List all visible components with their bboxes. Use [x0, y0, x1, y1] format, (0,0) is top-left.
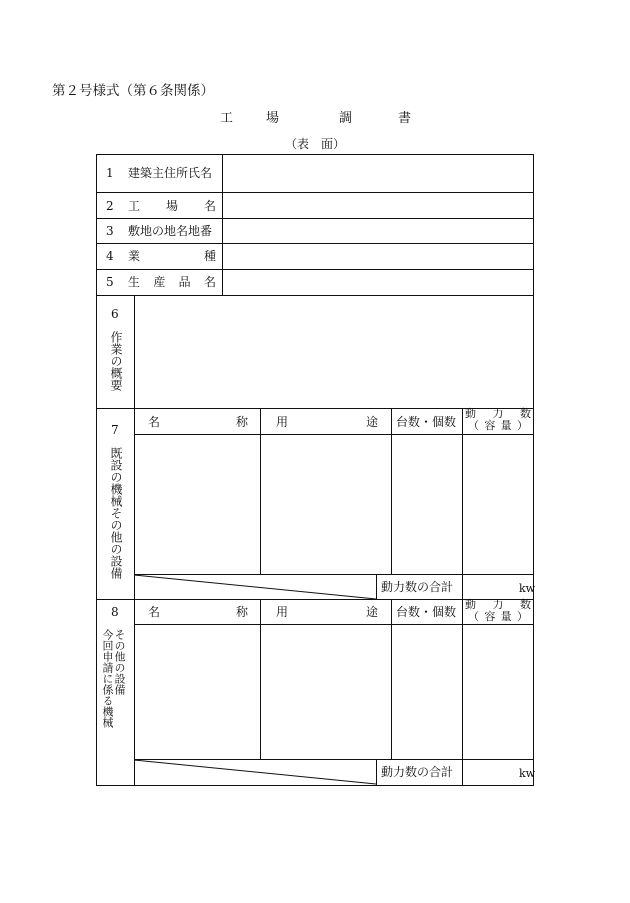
work-overview-field[interactable]: [135, 296, 533, 408]
site-address-field[interactable]: [223, 219, 533, 243]
header-char: 途: [365, 415, 378, 429]
industry-field[interactable]: [223, 244, 533, 269]
row-number: 5: [106, 275, 114, 289]
header-char: 用: [276, 415, 289, 429]
section-label-applied-machinery: 今回申請に係る機械: [101, 629, 114, 728]
owner-field[interactable]: [223, 155, 533, 192]
title-char: 工: [220, 111, 234, 126]
column-header-name: [148, 415, 248, 429]
header-char: 用: [276, 605, 289, 619]
header-char: 名: [148, 605, 161, 619]
applied-count-field[interactable]: [392, 625, 462, 759]
header-char: 数: [520, 407, 531, 420]
label-char: 名: [203, 275, 216, 289]
title-char: 場: [266, 111, 280, 126]
label-char: 産: [153, 275, 166, 289]
power-unit: kw: [519, 767, 536, 780]
applied-power-field[interactable]: [463, 625, 533, 759]
power-unit: kw: [519, 582, 536, 595]
header-char: 称: [235, 415, 248, 429]
header-char: 動: [465, 407, 476, 420]
header-char: 途: [365, 605, 378, 619]
column-header-capacity: [468, 611, 528, 623]
applied-total-power-field[interactable]: [463, 760, 515, 784]
label-char: 生: [128, 275, 141, 289]
section-label-work-overview: 作業の概要: [109, 331, 123, 391]
row-number: 4: [106, 249, 114, 263]
header-char: 量: [500, 419, 512, 432]
column-header-count: 台数・個数: [396, 605, 457, 619]
total-diagonal-line: [134, 759, 377, 785]
column-header-use: [276, 415, 378, 429]
header-char: 容: [484, 610, 496, 623]
label-char: 場: [165, 199, 178, 213]
row-number: 3: [106, 224, 114, 238]
label-char: 業: [128, 249, 141, 263]
section-number: 8: [111, 605, 119, 619]
column-header-name: [148, 605, 248, 619]
column-header-use: [276, 605, 378, 619]
table-border-bottom: [96, 785, 534, 786]
existing-total-power-field[interactable]: [463, 575, 515, 599]
header-char: 容: [484, 419, 496, 432]
label-char: 種: [203, 249, 216, 263]
existing-count-field[interactable]: [392, 435, 462, 574]
header-char: （: [468, 419, 479, 432]
column-header-capacity: [468, 420, 528, 432]
existing-use-field[interactable]: [261, 435, 391, 574]
form-number-label: 第２号様式（第６条関係）: [52, 83, 214, 99]
row-label-products: [128, 275, 216, 289]
section-number: 6: [111, 307, 119, 321]
label-char: 工: [128, 199, 141, 213]
label-char: 名: [203, 199, 216, 213]
total-power-label: 動力数の合計: [381, 765, 454, 779]
row-label-owner: 建築主住所氏名: [128, 166, 213, 180]
table-border-right: [533, 154, 534, 786]
title-char: 書: [398, 111, 412, 126]
header-char: ）: [516, 610, 528, 623]
existing-power-field[interactable]: [463, 435, 533, 574]
section-number: 7: [111, 423, 119, 437]
header-char: ）: [516, 419, 528, 432]
row-number: 1: [106, 166, 114, 180]
header-char: 力: [492, 407, 504, 420]
header-char: 数: [520, 598, 531, 611]
header-char: 動: [465, 598, 476, 611]
row-number: 2: [106, 199, 114, 213]
row-label-site-address: 敷地の地名地番: [128, 224, 213, 238]
section-label-existing-equipment: 既設の機械その他の設備: [109, 447, 123, 579]
column-header-count: 台数・個数: [396, 415, 457, 429]
label-char: 品: [178, 275, 191, 289]
products-field[interactable]: [223, 270, 533, 295]
document-subtitle: （表 面）: [284, 137, 345, 151]
factory-name-field[interactable]: [223, 193, 533, 218]
total-diagonal-line: [134, 574, 377, 600]
header-char: 力: [492, 598, 504, 611]
header-char: （: [468, 610, 479, 623]
table-border-left: [96, 154, 97, 786]
existing-name-field[interactable]: [135, 435, 260, 574]
applied-name-field[interactable]: [135, 625, 260, 759]
title-char: 調: [339, 111, 353, 126]
row-label-industry: [128, 249, 216, 263]
total-power-label: 動力数の合計: [381, 580, 454, 594]
row-label-factory-name: [128, 199, 216, 213]
applied-use-field[interactable]: [261, 625, 391, 759]
header-char: 量: [500, 610, 512, 623]
header-char: 名: [148, 415, 161, 429]
header-char: 称: [235, 605, 248, 619]
section-label-other-equipment: その他の設備: [113, 629, 126, 695]
